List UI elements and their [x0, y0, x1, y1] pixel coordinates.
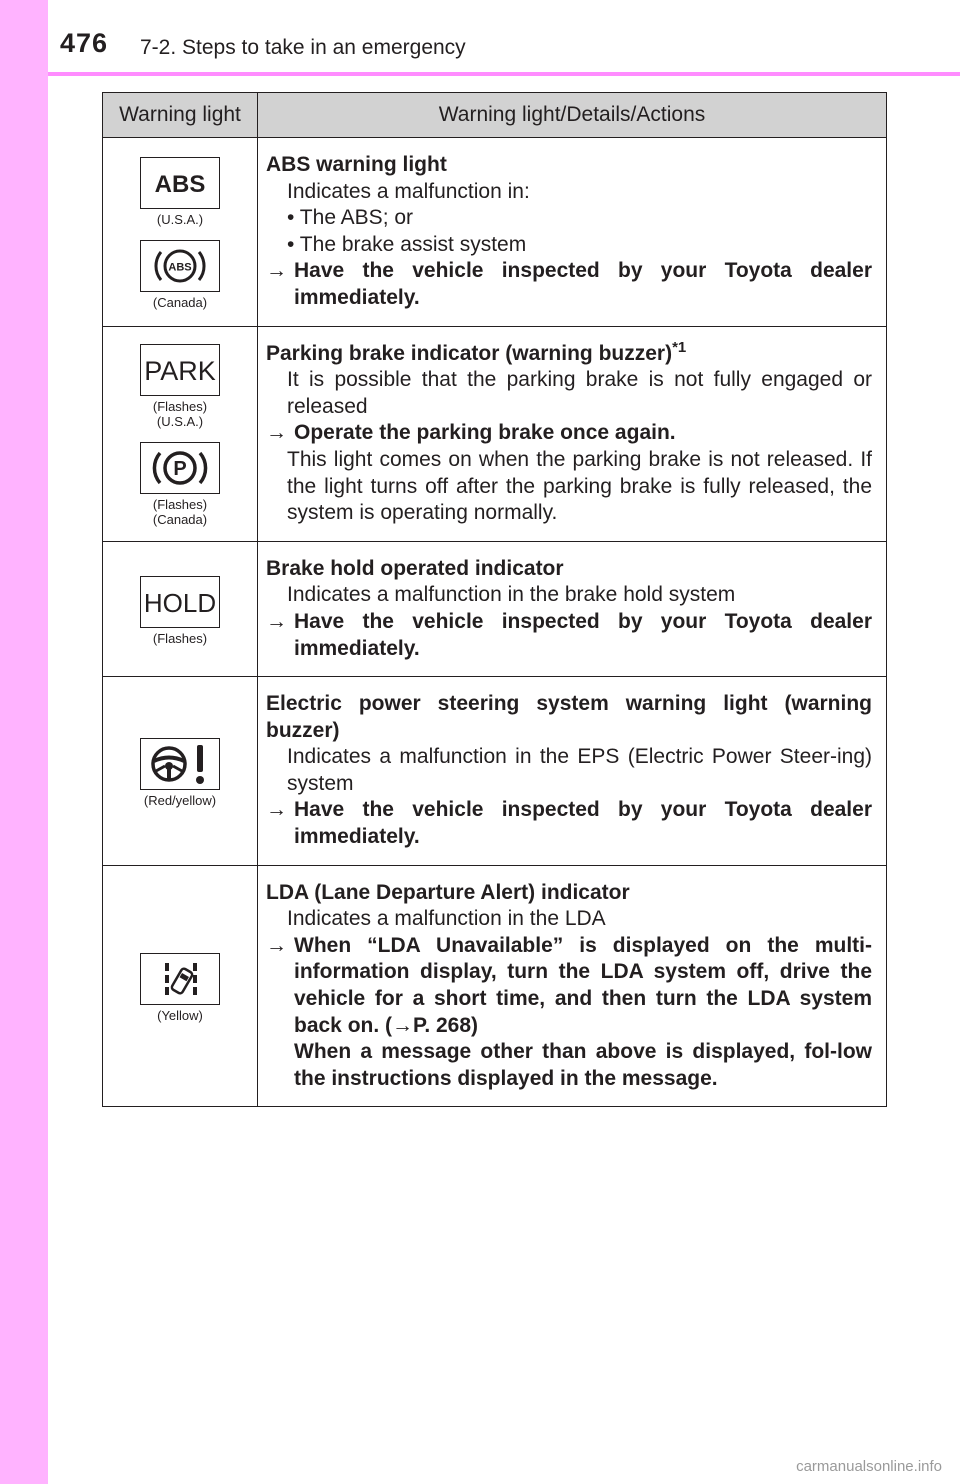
icon-caption: (Red/yellow)	[143, 792, 217, 808]
column-header-warning-light: Warning light	[103, 93, 258, 138]
icon-cell	[103, 677, 258, 866]
parking-p-circle-icon	[140, 442, 220, 494]
warning-note: This light comes on when the parking brake is not released. If the light turns off after the parking brake is fully released, the system is operating normally.	[287, 447, 872, 525]
icon-caption: (Flashes)	[152, 630, 208, 646]
action-text: Have the vehicle inspected by your Toyota dealer immediately.	[294, 609, 872, 660]
action	[266, 933, 872, 1093]
warning-body: Indicates a malfunction in the EPS (Electric Power Steer-ing) system	[287, 745, 872, 795]
lane-departure-icon	[140, 953, 220, 1005]
icon-caption: (Flashes)	[152, 399, 208, 415]
warning-body: Indicates a malfunction in:	[287, 179, 530, 203]
icon-caption: (U.S.A.)	[156, 414, 204, 430]
side-band	[0, 0, 48, 1484]
reference-arrow-icon: →	[392, 1013, 414, 1037]
details-cell	[258, 326, 887, 541]
arrow-icon: →	[266, 933, 287, 957]
icon-caption: (Flashes)	[152, 497, 208, 513]
table-row	[103, 541, 887, 676]
section-title: 7-2. Steps to take in an emergency	[140, 36, 466, 59]
bullet-item: • The brake assist system	[287, 232, 527, 256]
action-text: Have the vehicle inspected by your Toyota dealer immediately.	[294, 259, 872, 309]
details-cell	[258, 138, 887, 327]
warning-body: It is possible that the parking brake is not fully engaged or released	[287, 368, 872, 418]
details-cell	[258, 677, 887, 866]
abs-circle-icon	[140, 240, 220, 292]
icon-caption: (Canada)	[152, 512, 208, 528]
steering-wheel-exclamation-icon	[140, 738, 220, 790]
action-text-2: When a message other than above is displayed, fol-low the instructions displayed in the message.	[294, 1040, 872, 1090]
warning-title: ABS warning light	[266, 153, 447, 176]
page-reference: P. 268)	[413, 1013, 479, 1037]
hold-text-icon	[140, 576, 220, 628]
action	[266, 420, 872, 447]
table-row	[103, 138, 887, 327]
svg-text:PARK: PARK	[144, 356, 216, 387]
warning-title: LDA (Lane Departure Alert) indicator	[266, 880, 630, 904]
icon-caption: (Yellow)	[157, 1008, 203, 1024]
header-rule	[48, 72, 960, 76]
action	[266, 797, 872, 850]
action	[266, 258, 872, 311]
abs-text-icon	[140, 157, 220, 209]
park-text-icon	[140, 344, 220, 396]
arrow-icon: →	[266, 609, 287, 633]
svg-text:P: P	[173, 458, 187, 481]
icon-cell	[103, 865, 258, 1107]
warning-title: Brake hold operated indicator	[266, 556, 564, 580]
table-header-row	[103, 93, 887, 138]
icon-cell	[103, 138, 258, 327]
svg-text:HOLD: HOLD	[143, 587, 217, 618]
icon-caption: (Canada)	[152, 295, 208, 311]
action	[266, 609, 872, 662]
action-text: Operate the parking brake once again.	[294, 421, 676, 445]
arrow-icon: →	[266, 798, 287, 822]
warning-title: Electric power steering system warning light (warning buzzer)	[266, 692, 872, 742]
warning-light-table	[102, 92, 887, 1107]
details-cell	[258, 865, 887, 1107]
warning-title: Parking brake indicator (warning buzzer)$^{*1}$	[266, 338, 687, 365]
page-number: 476	[60, 28, 109, 58]
bullet-item: • The ABS; or	[287, 206, 414, 230]
warning-body: Indicates a malfunction in the LDA	[287, 907, 606, 931]
action-text: When “LDA Unavailable” is displayed on the multi-information display, turn the LDA system off, drive the vehicle for a short time, and then turn the LDA system back on. (→P. 268) When a message other than above is displayed, fol-low the instructions displayed in the message.	[294, 933, 872, 1090]
svg-text:ABS: ABS	[154, 171, 206, 199]
watermark: carmanualsonline.info	[796, 1458, 942, 1475]
table-row	[103, 865, 887, 1107]
icon-cell	[103, 541, 258, 676]
table-row	[103, 677, 887, 866]
warning-body: Indicates a malfunction in the brake hold system	[287, 583, 736, 607]
table-row	[103, 326, 887, 541]
action-text: Have the vehicle inspected by your Toyota dealer immediately.	[294, 798, 872, 849]
details-cell	[258, 541, 887, 676]
icon-cell	[103, 326, 258, 541]
column-header-details: Warning light/Details/Actions	[258, 93, 887, 138]
arrow-icon: →	[266, 421, 287, 445]
footnote-marker: *1	[672, 338, 687, 356]
svg-text:ABS: ABS	[168, 261, 192, 274]
icon-caption: (U.S.A.)	[156, 212, 204, 228]
arrow-icon: →	[266, 259, 287, 283]
